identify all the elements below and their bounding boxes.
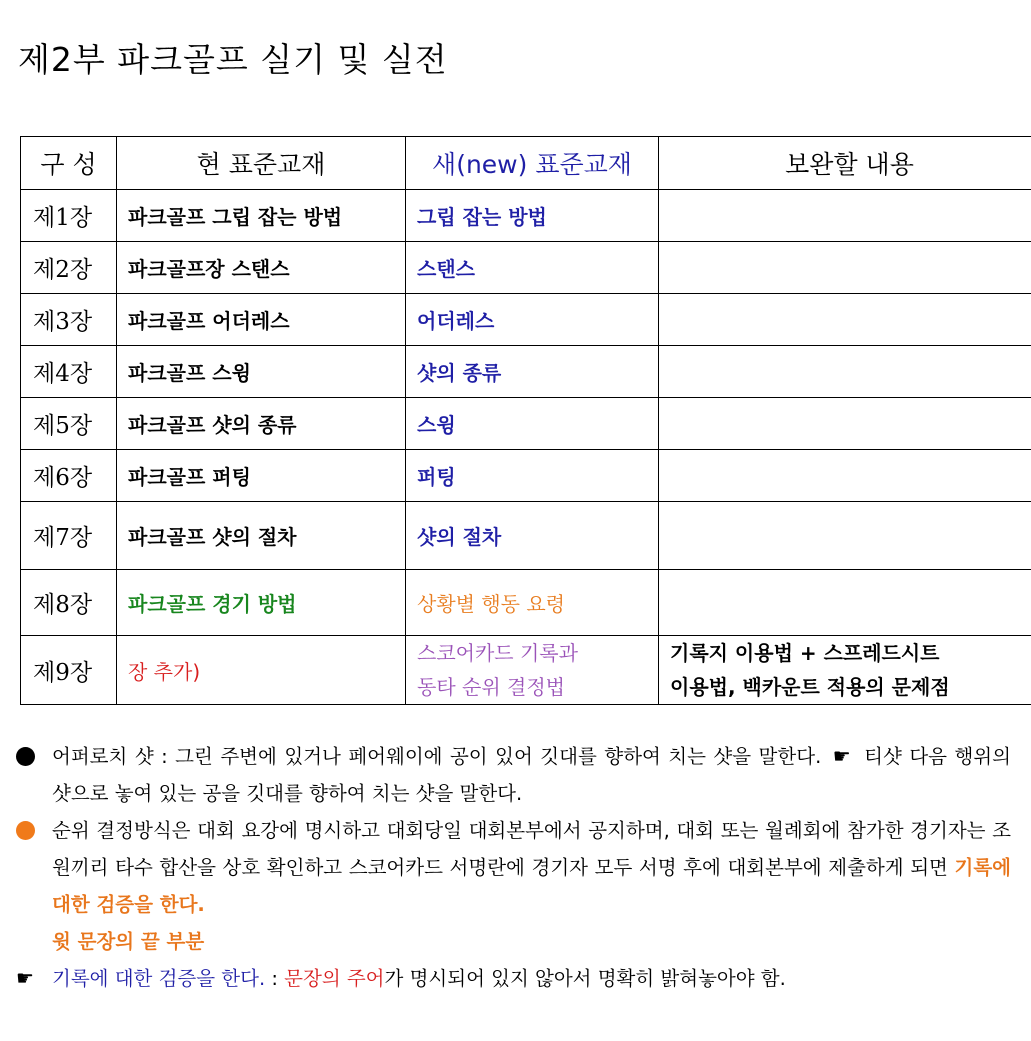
new-cell-line: 스코어카드 기록과	[417, 641, 578, 665]
table-row	[21, 242, 1031, 294]
comparison-table	[20, 136, 1031, 705]
new-cell: 스윙	[406, 398, 659, 450]
chapter-cell: 제3장	[21, 294, 117, 346]
current-cell: 장 추가)	[117, 636, 406, 705]
note-cell	[659, 450, 1031, 502]
new-cell: 샷의 절차	[406, 502, 659, 570]
current-cell: 파크골프 퍼팅	[117, 450, 406, 502]
new-cell-line: 동타 순위 결정법	[417, 675, 565, 699]
new-cell: 어더레스	[406, 294, 659, 346]
note-cell	[659, 636, 1031, 705]
current-cell: 파크골프 샷의 절차	[117, 502, 406, 570]
new-cell: 그립 잡는 방법	[406, 190, 659, 242]
note-cell-line: 이용법, 백카운트 적용의 문제점	[670, 675, 950, 699]
note-cell	[659, 346, 1031, 398]
note-subline: 윗 문장의 끝 부분	[52, 930, 205, 953]
new-cell: 상황별 행동 요령	[406, 570, 659, 636]
note-cell	[659, 242, 1031, 294]
note-cell	[659, 502, 1031, 570]
current-cell: 파크골프장 스탠스	[117, 242, 406, 294]
note-text: 순위 결정방식은 대회 요강에 명시하고 대회당일 대회본부에서 공지하며, 대회 또는 월례회에 참가한 경기자는 조원끼리 타수 합산을 상호 확인하고 스코어카드 서명란에 경기자 모두 서명 후에 대회본부에 제출하게 되면	[52, 819, 1011, 879]
current-cell: 파크골프 그립 잡는 방법	[117, 190, 406, 242]
note-colon: :	[265, 967, 285, 990]
table-row	[21, 294, 1031, 346]
header-supplement: 보완할 내용	[659, 137, 1031, 190]
table-header-row	[21, 137, 1031, 190]
table-row	[21, 346, 1031, 398]
note-text: 어퍼로치 샷 : 그린 주변에 있거나 페어웨이에 공이 있어 깃대를 향하여 치는 샷을 말한다.	[52, 745, 822, 768]
note-cell	[659, 398, 1031, 450]
table-row	[21, 636, 1031, 705]
new-cell: 스탠스	[406, 242, 659, 294]
black-circle-bullet-icon	[16, 747, 35, 766]
note-verification	[16, 960, 1011, 997]
chapter-cell: 제5장	[21, 398, 117, 450]
table-row	[21, 570, 1031, 636]
note-cell-line: 기록지 이용법 + 스프레드시트	[670, 641, 940, 665]
orange-circle-bullet-icon	[16, 821, 35, 840]
chapter-cell: 제6장	[21, 450, 117, 502]
header-composition: 구 성	[21, 137, 117, 190]
chapter-cell: 제9장	[21, 636, 117, 705]
note-red-phrase: 문장의 주어	[284, 967, 385, 990]
chapter-cell: 제1장	[21, 190, 117, 242]
chapter-cell: 제4장	[21, 346, 117, 398]
note-text: 가 명시되어 있지 않아서 명확히 밝혀놓아야 함.	[384, 967, 786, 990]
table-row	[21, 398, 1031, 450]
chapter-cell: 제8장	[21, 570, 117, 636]
notes-section	[16, 738, 1011, 997]
note-text: 티샷 다음 행위의 샷으로 놓여 있는 공을 깃대를 향하여 치는 샷을 말한다.	[52, 745, 1011, 805]
page-title: 제2부 파크골프 실기 및 실전	[18, 40, 448, 79]
chapter-cell: 제7장	[21, 502, 117, 570]
current-cell: 파크골프 스윙	[117, 346, 406, 398]
table-row	[21, 190, 1031, 242]
new-cell: 퍼팅	[406, 450, 659, 502]
note-highlight: 기록에 대한 검증을 한다.	[52, 856, 1011, 916]
new-cell	[406, 636, 659, 705]
new-cell: 샷의 종류	[406, 346, 659, 398]
header-current-textbook: 현 표준교재	[117, 137, 406, 190]
current-cell: 파크골프 경기 방법	[117, 570, 406, 636]
table-row	[21, 450, 1031, 502]
current-cell: 파크골프 샷의 종류	[117, 398, 406, 450]
header-new-textbook: 새(new) 표준교재	[406, 137, 659, 190]
note-blue-phrase: 기록에 대한 검증을 한다.	[52, 967, 266, 990]
note-cell	[659, 190, 1031, 242]
note-approach-shot	[16, 738, 1011, 812]
chapter-cell: 제2장	[21, 242, 117, 294]
note-cell	[659, 294, 1031, 346]
pointing-hand-icon: ☛	[16, 966, 34, 990]
pointing-hand-icon: ☛	[832, 744, 851, 768]
current-cell: 파크골프 어더레스	[117, 294, 406, 346]
note-ranking	[16, 812, 1011, 960]
table-row	[21, 502, 1031, 570]
note-cell	[659, 570, 1031, 636]
